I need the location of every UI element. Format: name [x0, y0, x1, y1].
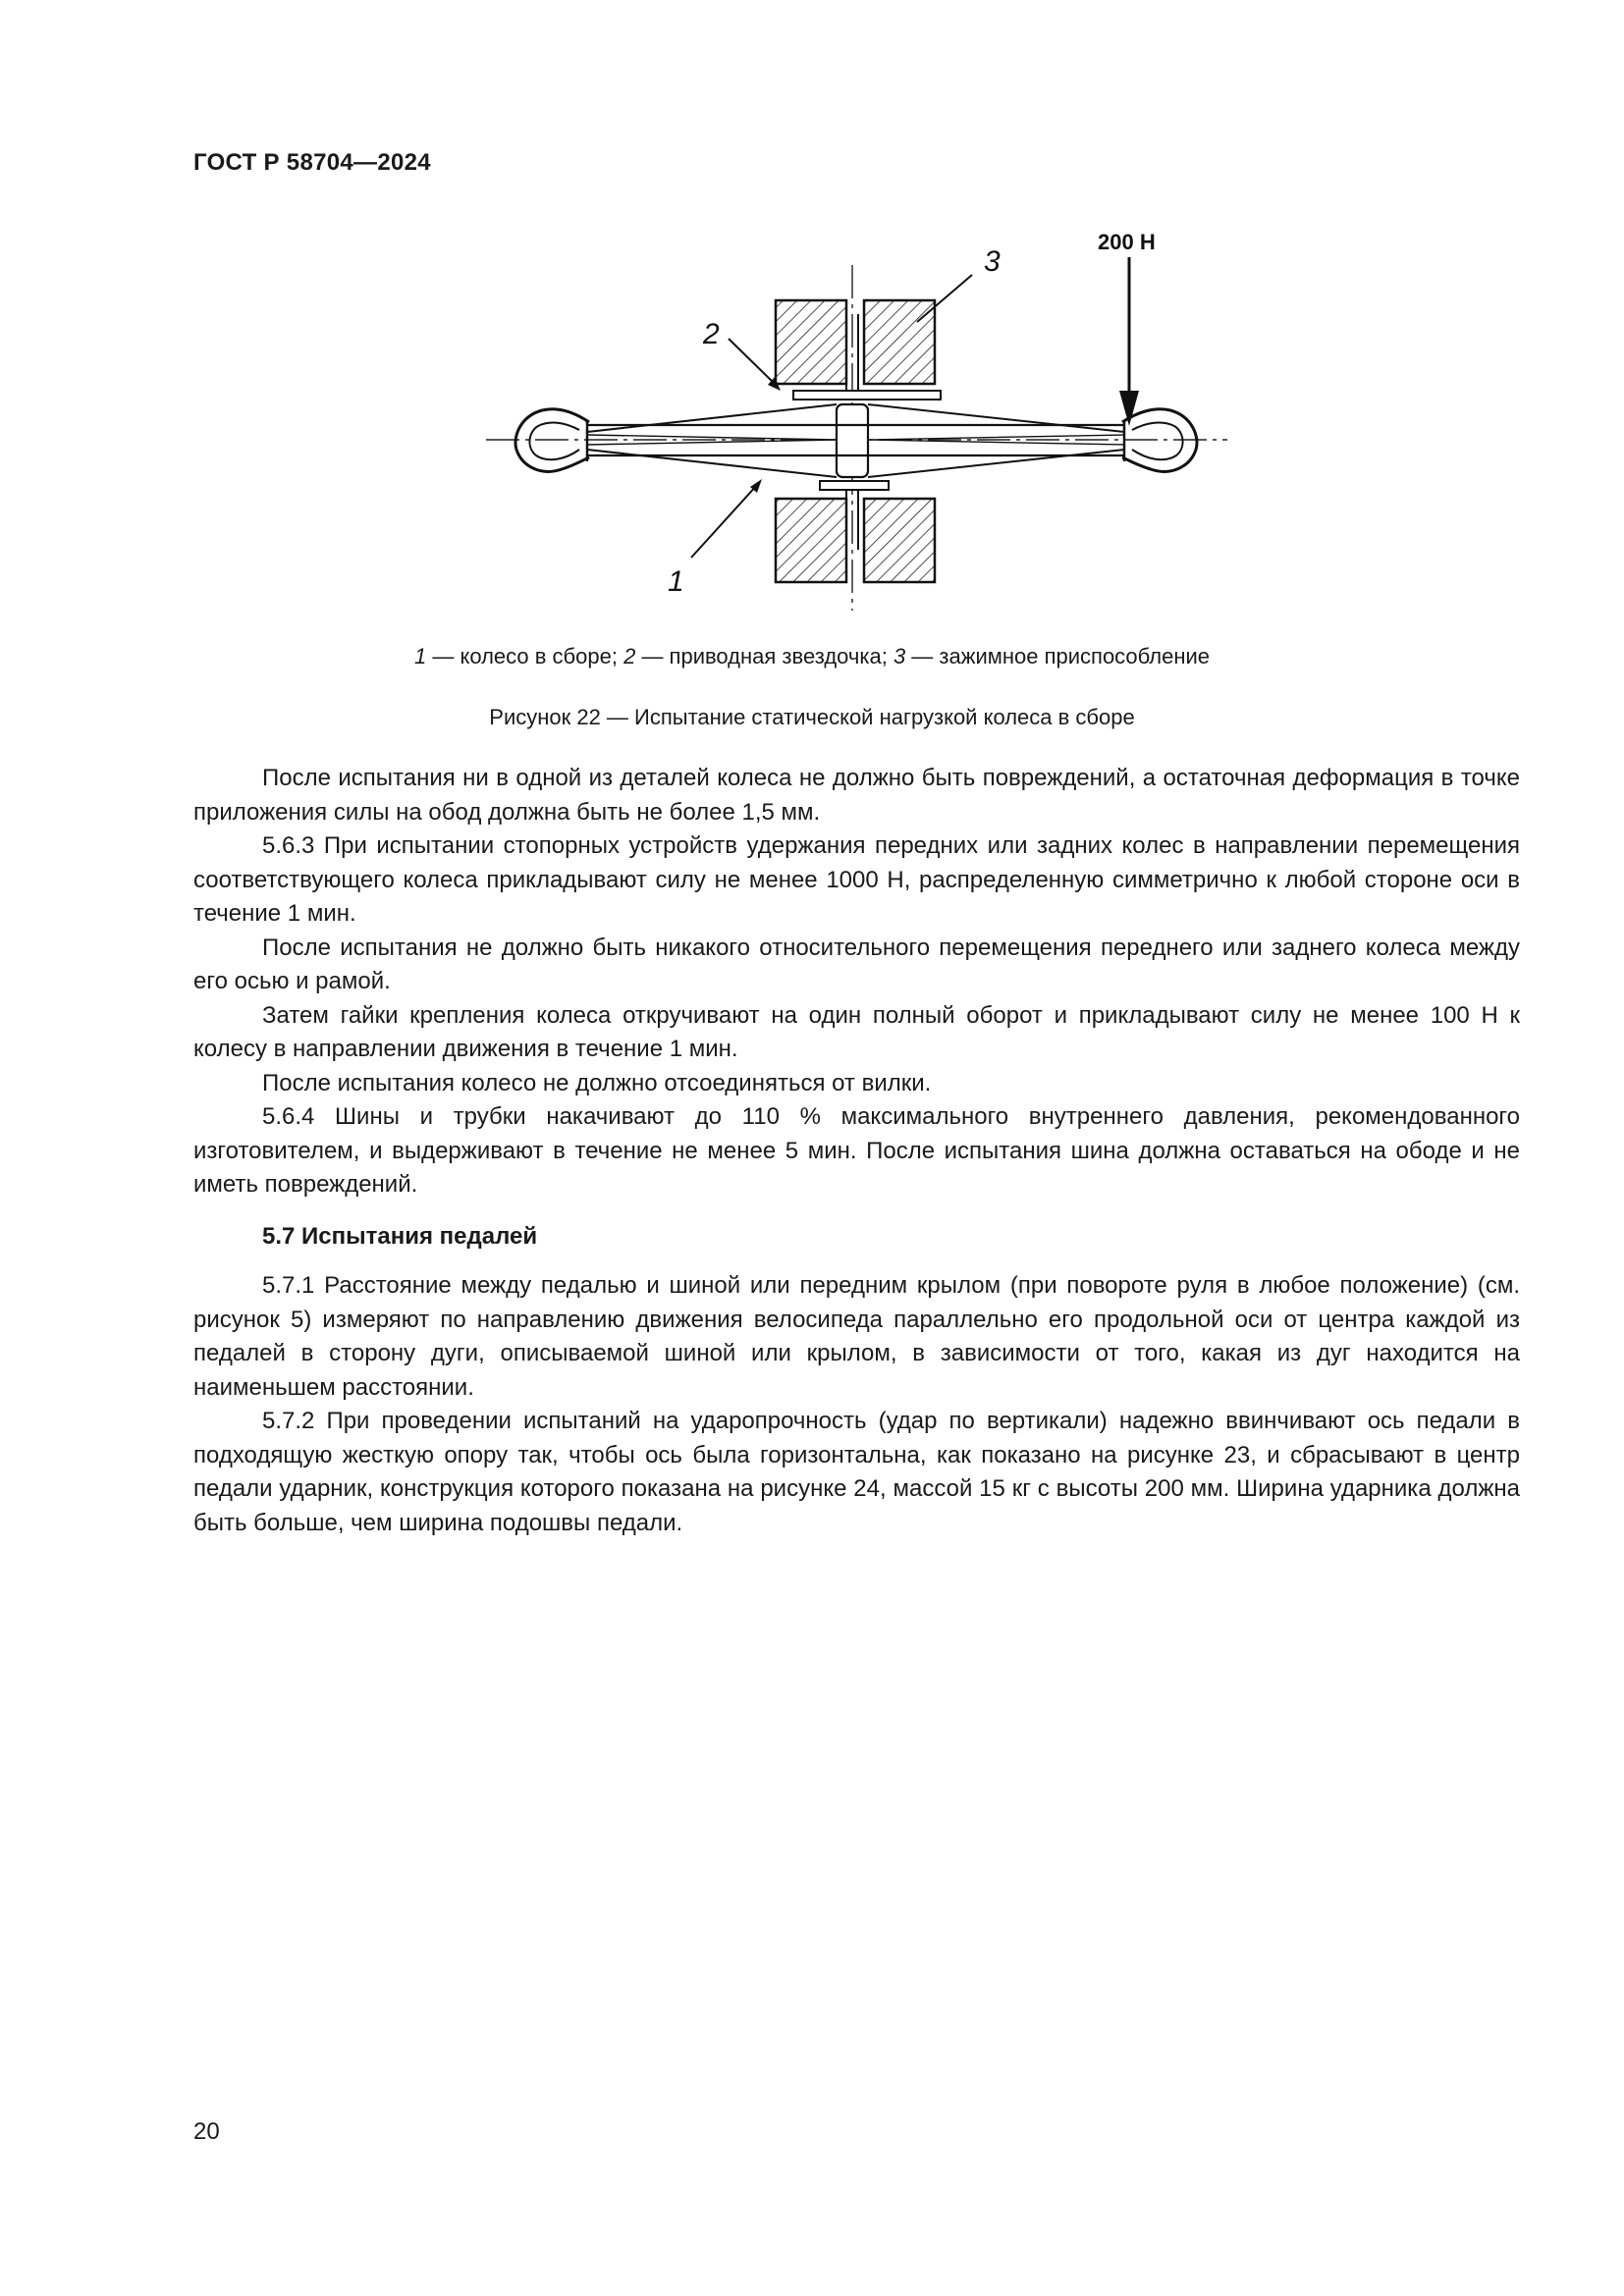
document-header: ГОСТ Р 58704—2024 [193, 149, 431, 176]
legend-number-2: 2 [623, 644, 636, 668]
paragraph: После испытания колесо не должно отсоединяться от вилки. [262, 1069, 932, 1096]
callout-label-3: 3 [984, 245, 1001, 278]
figure-legend [0, 644, 1624, 669]
body-text [193, 762, 1520, 1540]
paragraph: После испытания ни в одной из деталей колеса не должно быть повреждений, а остаточная деформация в точке приложения силы на обод должна быть не более 1,5 мм. [193, 765, 1520, 826]
callout-label-2: 2 [703, 318, 720, 350]
paragraph: Затем гайки крепления колеса откручивают на один полный оборот и прикладывают силу не менее 100 Н к колесу в направлении движения в течение 1 мин. [193, 1001, 1520, 1062]
wheel-assembly [515, 404, 1197, 477]
section-heading: 5.7 Испытания педалей [262, 1222, 538, 1250]
paragraph: 5.6.4 Шины и трубки накачивают до 110 % максимального внутреннего давления, рекомендованного изготовителем, и выдерживают в течение не менее 5 мин. После испытания шина должна оставаться на ободе и не иметь повреждений. [193, 1103, 1520, 1198]
force-label: 200 Н [1098, 230, 1156, 254]
callout-label-1: 1 [668, 565, 684, 598]
callout-leader-2 [729, 339, 776, 385]
callout-leader-1 [691, 484, 758, 558]
legend-text-2: — приводная звездочка; [635, 644, 893, 668]
force-arrow [1119, 257, 1139, 426]
legend-number-3: 3 [893, 644, 906, 668]
paragraph: 5.6.3 При испытании стопорных устройств удержания передних или задних колес в направлении перемещения соответствующего колеса прикладывают силу не менее 1000 Н, распределенную симметрично к любой стороне оси в течение 1 мин. [193, 832, 1520, 927]
callout-leader-3 [917, 275, 972, 322]
legend-text-3: — зажимное приспособление [905, 644, 1211, 668]
figure-caption: Рисунок 22 — Испытание статической нагрузкой колеса в сборе [489, 705, 1135, 729]
paragraph: 5.7.2 При проведении испытаний на ударопрочность (удар по вертикали) надежно ввинчивают ось педали в подходящую жесткую опору так, чтобы ось была горизонтальна, как показано на рисунке 23, и сбрасывают в центр педали ударник, конструкция которого показана на рисунке 24, массой 15 кг с высоты 200 мм. Ширина ударника должна быть больше, чем ширина подошвы педали. [193, 1408, 1520, 1536]
page-number: 20 [193, 2118, 220, 2145]
legend-text-1: — колесо в сборе; [426, 644, 624, 668]
paragraph: После испытания не должно быть никакого относительного перемещения переднего или заднего колеса между его осью и рамой. [193, 934, 1520, 994]
figure-22-diagram [471, 221, 1237, 614]
paragraph: 5.7.1 Расстояние между педалью и шиной или передним крылом (при повороте руля в любое положение) (см. рисунок 5) измеряют по направлению движения велосипеда параллельно его продольной оси от центра каждой из педалей в сторону дуги, описываемой шиной или крылом, в зависимости от того, какая из дуг находится на наименьшем расстоянии. [193, 1272, 1520, 1401]
legend-number-1: 1 [413, 644, 427, 668]
